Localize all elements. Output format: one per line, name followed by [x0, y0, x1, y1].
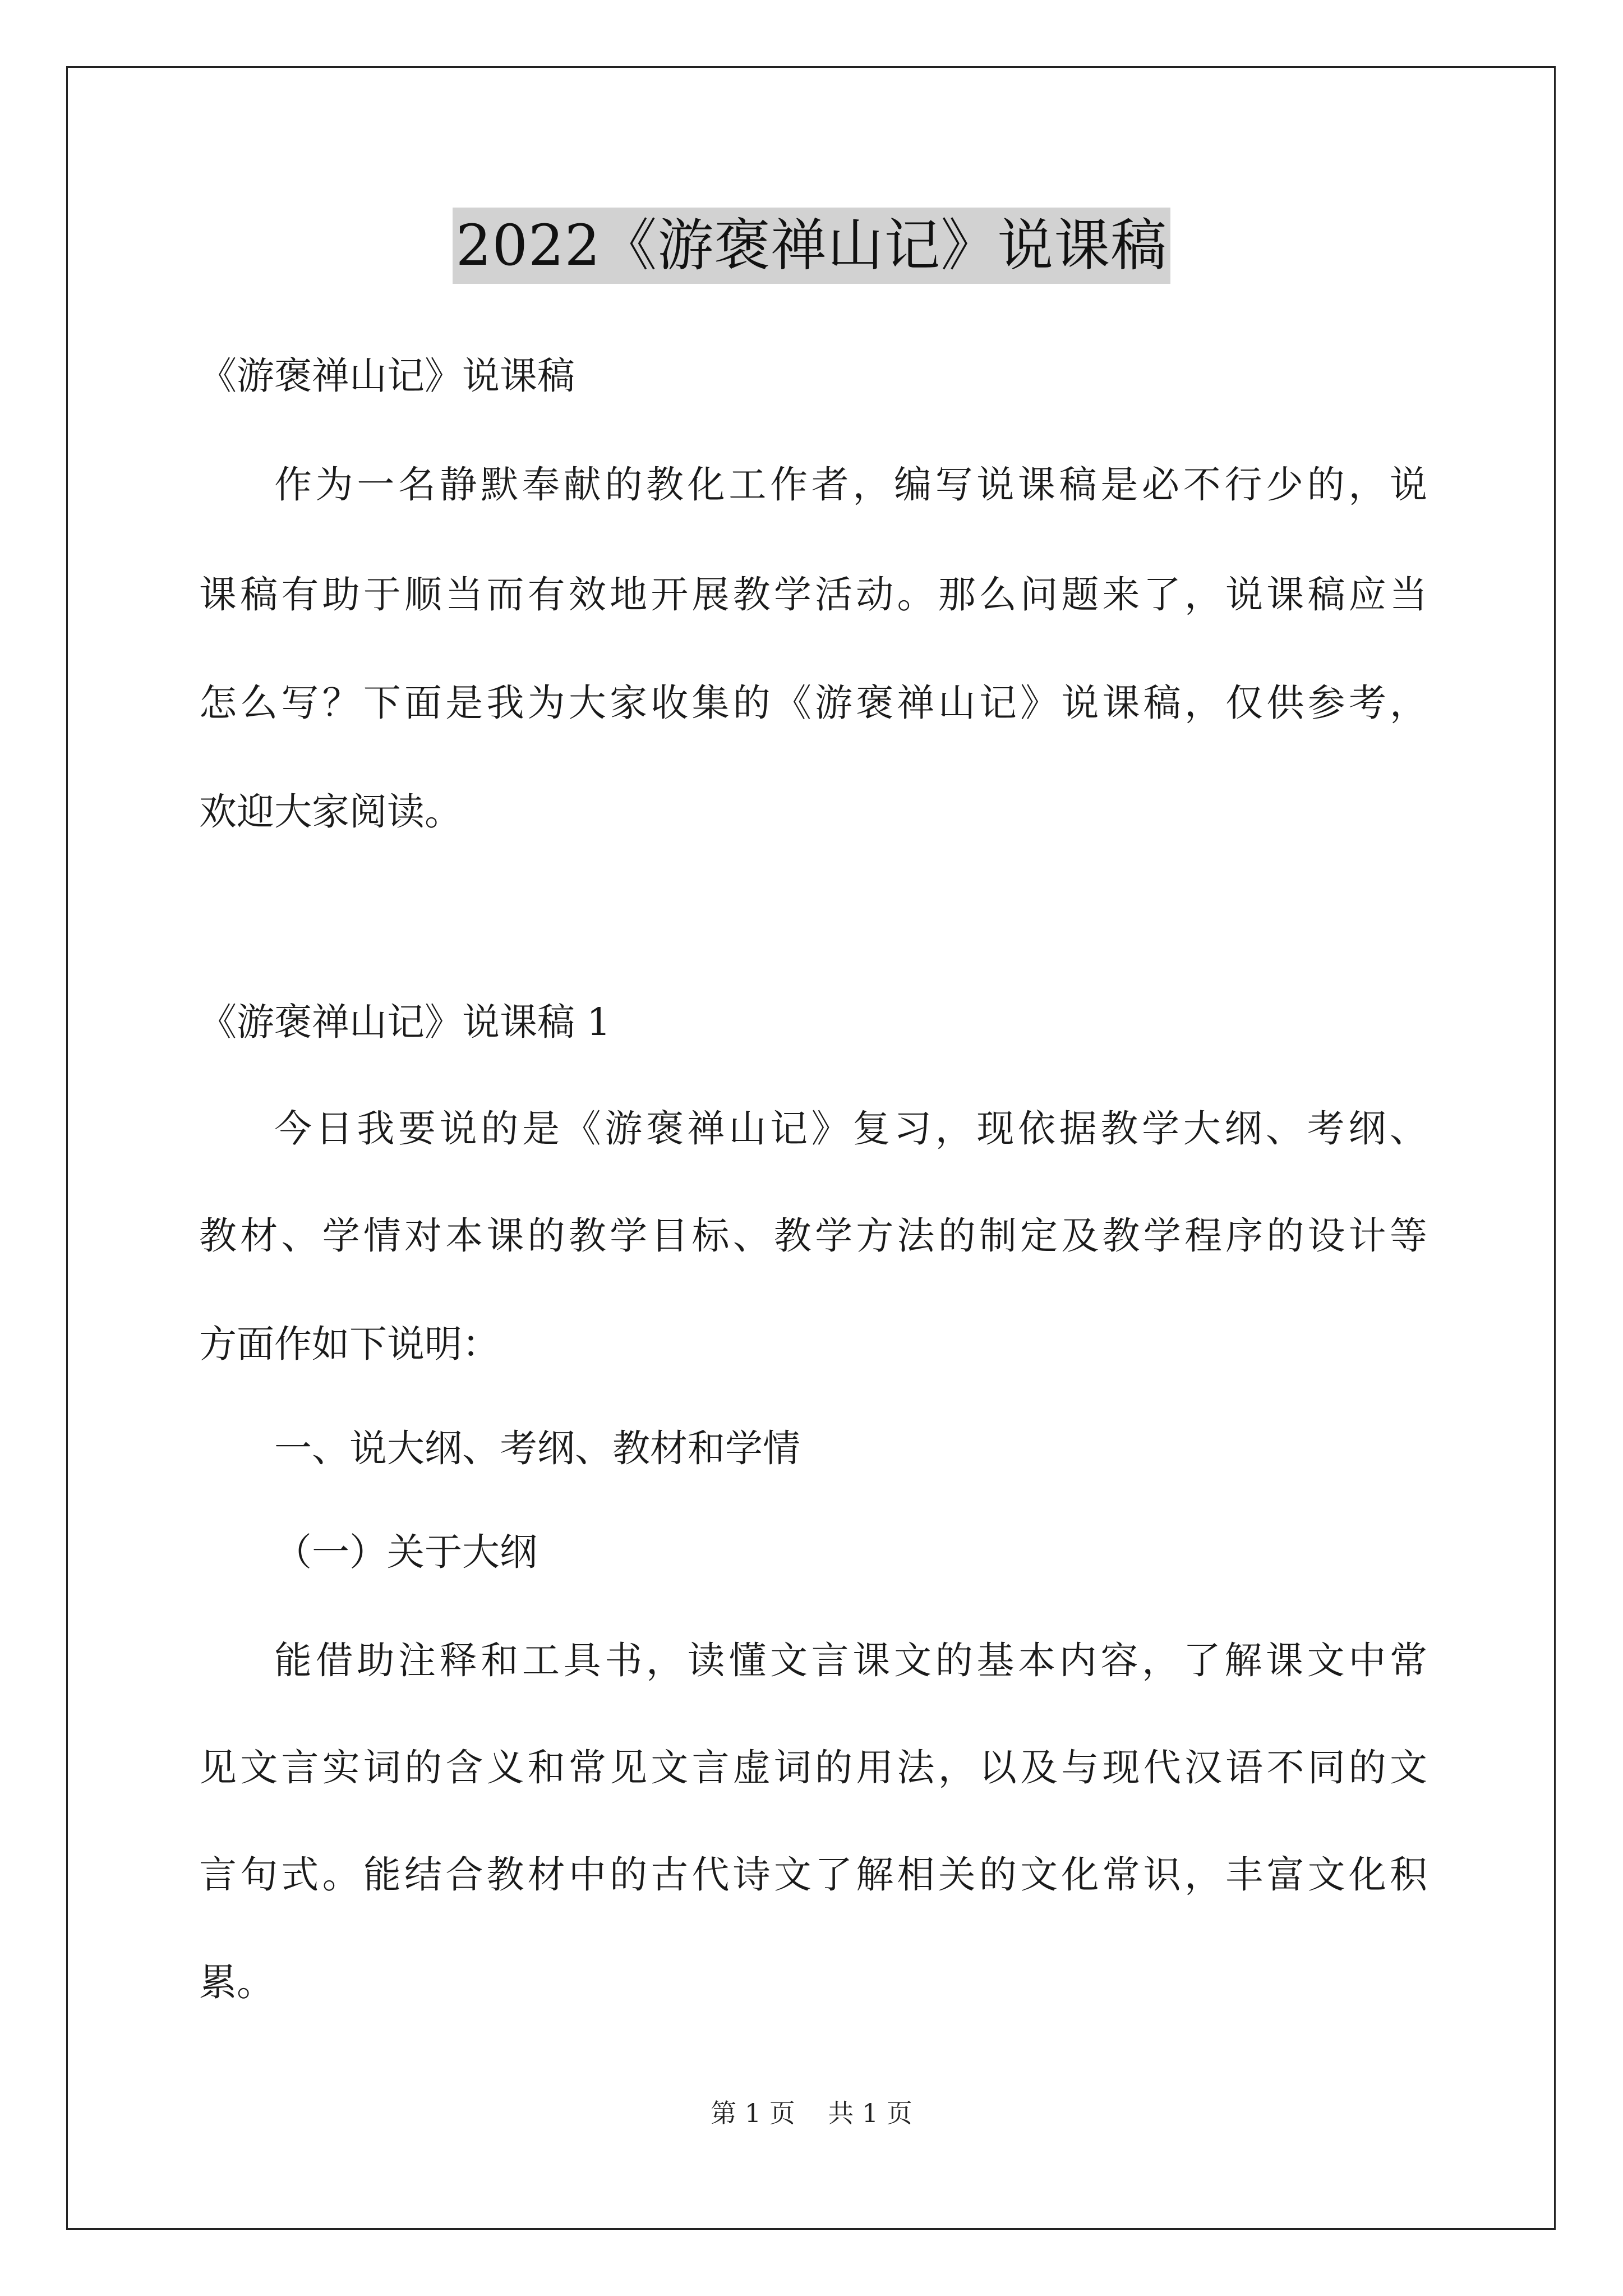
paragraph-line: 能借助注释和工具书，读懂文言课文的基本内容，了解课文中常: [274, 1639, 1427, 1682]
paragraph-line: 见文言实词的含义和常见文言虚词的用法，以及与现代汉语不同的文: [199, 1746, 1427, 1789]
paragraph-line: 怎么写？下面是我为大家收集的《游褒禅山记》说课稿，仅供参考，: [199, 681, 1427, 725]
paragraph-line: 累。: [199, 1961, 274, 2004]
total-pages: 共 1 页: [828, 2098, 912, 2128]
paragraph-line: 今日我要说的是《游褒禅山记》复习，现依据教学大纲、考纲、: [274, 1107, 1427, 1151]
section-heading: 《游褒禅山记》说课稿 1: [199, 1000, 611, 1044]
paragraph-line: 方面作如下说明：: [199, 1322, 500, 1366]
paragraph-line: 教材、学情对本课的教学目标、教学方法的制定及教学程序的设计等: [199, 1214, 1427, 1258]
paragraph-line: 欢迎大家阅读。: [199, 790, 462, 834]
document-title: 2022《游褒禅山记》说课稿: [453, 208, 1171, 284]
paragraph-line: 言句式。能结合教材中的古代诗文了解相关的文化常识，丰富文化积: [199, 1853, 1427, 1897]
paragraph-line: 课稿有助于顺当而有效地开展教学活动。那么问题来了，说课稿应当: [199, 573, 1427, 616]
paragraph-line: 作为一名静默奉献的教化工作者，编写说课稿是必不行少的，说: [274, 463, 1427, 507]
title-container: [0, 208, 1623, 284]
outline-heading: 一、说大纲、考纲、教材和学情: [274, 1427, 800, 1470]
outline-subheading: （一）关于大纲: [274, 1530, 537, 1574]
page-footer: [0, 2096, 1623, 2130]
section-heading: 《游褒禅山记》说课稿: [199, 354, 575, 398]
page-number: 第 1 页: [711, 2098, 795, 2128]
